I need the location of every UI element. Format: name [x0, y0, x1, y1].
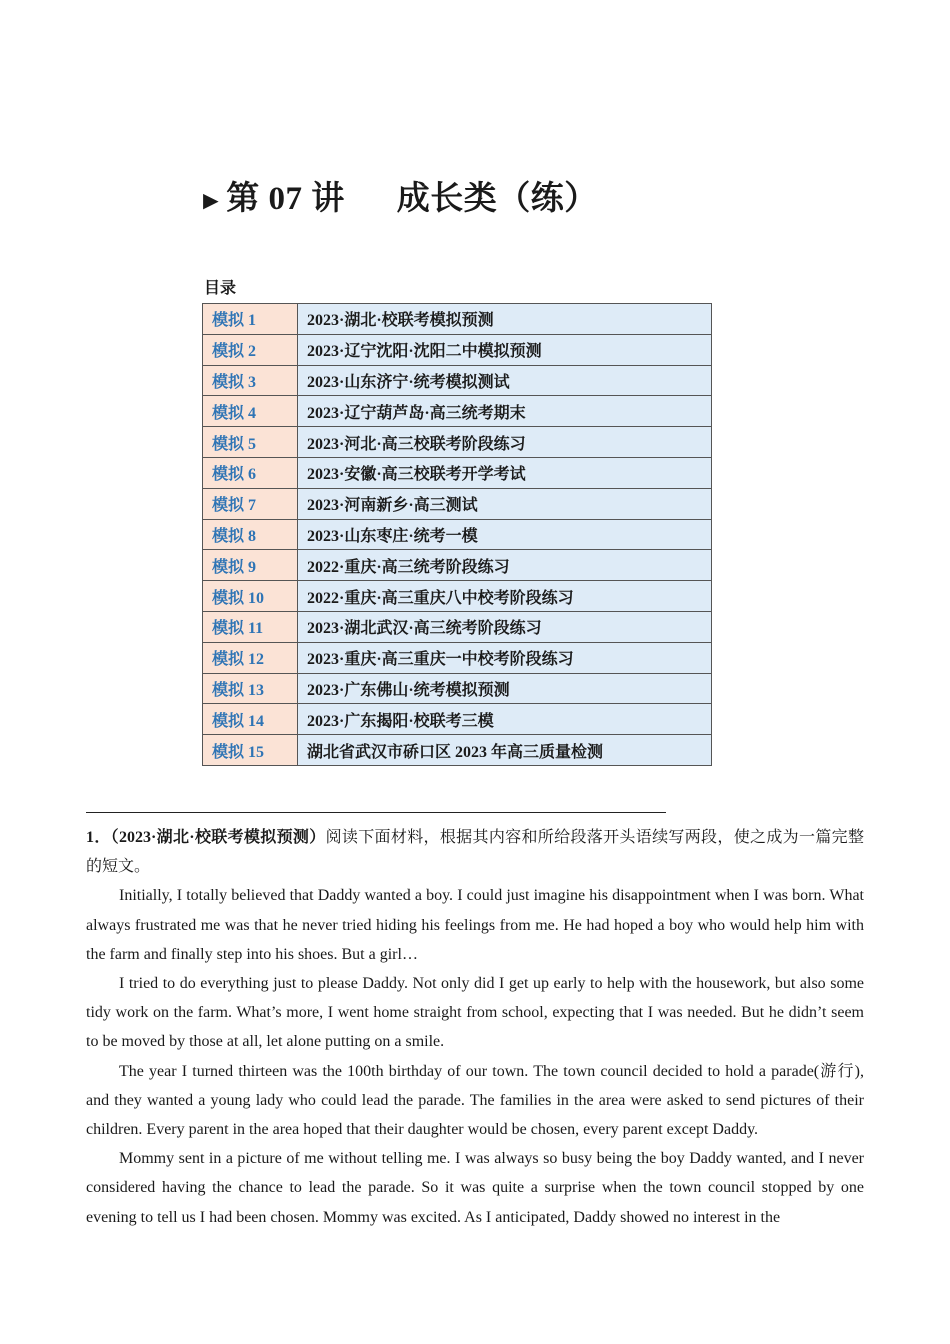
toc-item-source: 2023·河南新乡·高三测试 — [298, 488, 712, 519]
passage-paragraph: The year I turned thirteen was the 100th birthday of our town. The town council decided to hold a parade(游行), and they wanted a young lady who could lead the parade. The families in the area were asked to send pictures of their children. Every parent in the area hoped that their daughter would be chosen, every parent except Daddy. — [86, 1062, 864, 1139]
toc-item-source: 2023·重庆·高三重庆一中校考阶段练习 — [298, 642, 712, 673]
toc-heading: 目录 — [204, 280, 237, 297]
lecture-topic: 成长类（练） — [396, 181, 598, 217]
toc-item-label[interactable]: 模拟 15 — [203, 735, 298, 766]
toc-item-source: 2023·广东揭阳·校联考三模 — [298, 704, 712, 735]
page-title — [198, 172, 598, 219]
toc-item-source: 2022·重庆·高三重庆八中校考阶段练习 — [298, 581, 712, 612]
toc-item-source: 2023·河北·高三校联考阶段练习 — [298, 427, 712, 458]
toc-row — [203, 642, 712, 673]
toc-item-label[interactable]: 模拟 2 — [203, 334, 298, 365]
toc-row — [203, 673, 712, 704]
toc-item-label[interactable]: 模拟 12 — [203, 642, 298, 673]
toc-item-source: 2023·安徽·高三校联考开学考试 — [298, 457, 712, 488]
toc-item-source: 湖北省武汉市硚口区 2023 年高三质量检测 — [298, 735, 712, 766]
question-number: 1． — [86, 829, 111, 846]
toc-item-source: 2023·辽宁葫芦岛·高三统考期末 — [298, 396, 712, 427]
toc-item-source: 2023·湖北·校联考模拟预测 — [298, 304, 712, 335]
section-divider — [86, 812, 666, 813]
toc-row — [203, 550, 712, 581]
lecture-number: 第 07 讲 — [226, 181, 345, 217]
toc-item-source: 2023·山东济宁·统考模拟测试 — [298, 365, 712, 396]
toc-item-source: 2023·广东佛山·统考模拟预测 — [298, 673, 712, 704]
toc-row — [203, 488, 712, 519]
toc-item-label[interactable]: 模拟 1 — [203, 304, 298, 335]
toc-item-label[interactable]: 模拟 9 — [203, 550, 298, 581]
toc-row — [203, 334, 712, 365]
toc-row — [203, 304, 712, 335]
toc-row — [203, 427, 712, 458]
question-header — [86, 823, 864, 881]
toc-row — [203, 704, 712, 735]
toc-item-label[interactable]: 模拟 13 — [203, 673, 298, 704]
toc-row — [203, 365, 712, 396]
toc-row — [203, 457, 712, 488]
toc-item-label[interactable]: 模拟 14 — [203, 704, 298, 735]
toc-item-label[interactable]: 模拟 11 — [203, 611, 298, 642]
toc-item-source: 2023·湖北武汉·高三统考阶段练习 — [298, 611, 712, 642]
question-body — [86, 823, 864, 1232]
toc-row — [203, 735, 712, 766]
toc-item-source: 2022·重庆·高三统考阶段练习 — [298, 550, 712, 581]
toc-row — [203, 581, 712, 612]
toc-item-source: 2023·辽宁沈阳·沈阳二中模拟预测 — [298, 334, 712, 365]
toc-item-label[interactable]: 模拟 10 — [203, 581, 298, 612]
toc-item-label[interactable]: 模拟 7 — [203, 488, 298, 519]
toc-row — [203, 519, 712, 550]
question-source: （2023·湖北·校联考模拟预测） — [110, 829, 326, 846]
toc-item-label[interactable]: 模拟 8 — [203, 519, 298, 550]
toc-item-label[interactable]: 模拟 6 — [203, 457, 298, 488]
toc-row — [203, 396, 712, 427]
passage-paragraph: I tried to do everything just to please Daddy. Not only did I get up early to help with the housework, but also some tidy work on the farm. What’s more, I went home straight from school, expecting that I was needed. But he didn’t seem to be moved by those at all, let alone putting on a smile. — [86, 975, 864, 1051]
triangle-bullet-icon: ► — [198, 186, 225, 215]
toc-item-label[interactable]: 模拟 4 — [203, 396, 298, 427]
passage-paragraph: Initially, I totally believed that Daddy wanted a boy. I could just imagine his disappointment when I was born. What always frustrated me was that he never tried hiding his feelings from me. He had hoped a boy who would help him with the farm and finally step into his shoes. But a girl… — [86, 887, 864, 963]
toc-table — [202, 303, 712, 766]
toc-row — [203, 611, 712, 642]
toc-item-label[interactable]: 模拟 5 — [203, 427, 298, 458]
question-prompt: 阅读下面材料，根据其内容和所给段落开头语续写两段，使之成为一篇完整的短文。 — [86, 829, 864, 876]
passage-paragraph: Mommy sent in a picture of me without telling me. I was always so busy being the boy Daddy wanted, and I never considered having the chance to lead the parade. So it was quite a surprise when the town council stopped by one evening to tell us I had been chosen. Mommy was excited. As I anticipated, Daddy showed no interest in the — [86, 1150, 864, 1226]
toc-item-source: 2023·山东枣庄·统考一模 — [298, 519, 712, 550]
toc-item-label[interactable]: 模拟 3 — [203, 365, 298, 396]
